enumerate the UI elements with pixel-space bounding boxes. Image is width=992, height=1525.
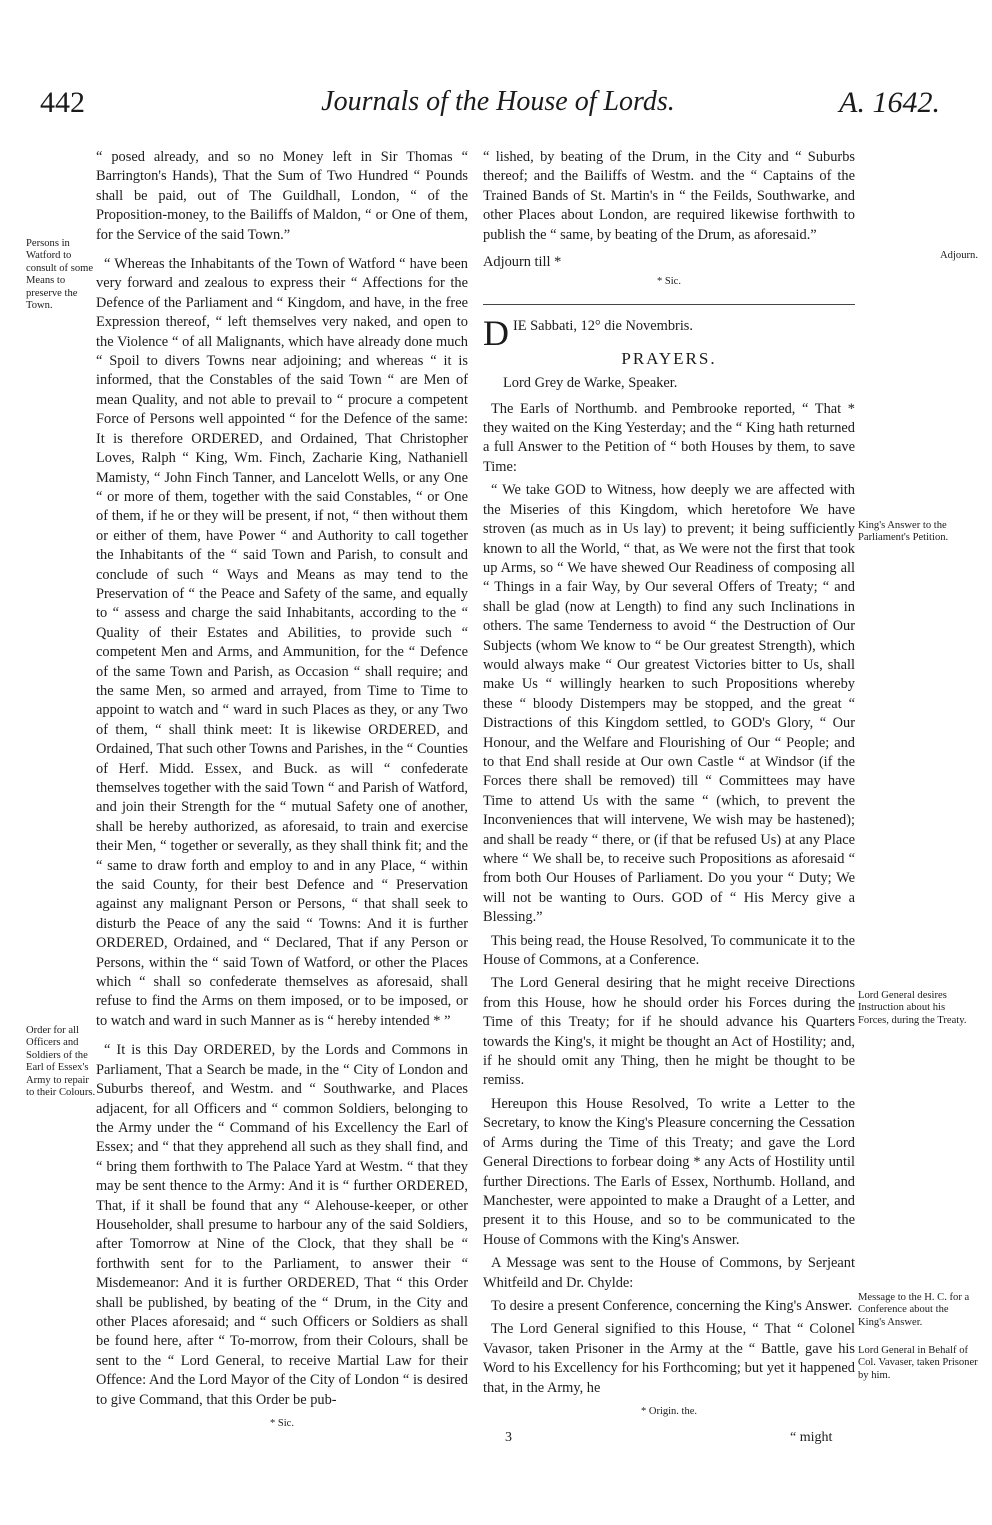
page-number: 442 xyxy=(40,86,85,119)
paragraph-earls-report: The Earls of Northumb. and Pembrooke reported, “ That * they waited on the King Yesterday; and the “ King hath returned a full Answer to the Petition of “ both Houses by them, to save Time: xyxy=(483,400,855,475)
margin-note-message: Message to the H. C. for a Conference about the King's Answer. xyxy=(858,1292,970,1328)
footnote-right: * Origin. the. xyxy=(641,1405,697,1417)
margin-note-vavaser: Lord General in Behalf of Col. Vavaser, taken Prisoner by him. xyxy=(858,1345,978,1381)
margin-note-adjourn: Adjourn. xyxy=(940,250,978,261)
paragraph-conference: To desire a present Conference, concerning the King's Answer. xyxy=(491,1297,853,1314)
margin-note-officers: Order for all Officers and Soldiers of the Earl of Essex's Army to repair to their Colours. xyxy=(26,1025,96,1099)
paragraph-kings-answer: “ We take GOD to Witness, how deeply we are affected with the Miseries of this Kingdom, which heretofore We have stroven (as much as in Us lay) to prevent; it being sufficiently known to all the World, “ that, as We were not the first that took up Arms, so “ We have shewed Our Readiness of composing all “ Things in a fair Way, by Our several Offers of Treaty; “ and shall be glad (now at Length) to find any such Inclinations in others. The same Tenderness to avoid “ the Destruction of Our Subjects (whom We know to “ be Our greatest Strength), which would always make “ Our greatest Victories bitter to Us, shall make Us “ willingly hearken to such Propositions whereby these “ bloody Distempers may be stopped, and the great “ Distractions of this Kingdom settled, to GOD's Glory, “ Our Honour, and the Welfare and Flourishing of Our “ People; and to that End shall reside at Our own Castle “ at Windsor (if the Forces there shall be removed) till “ Committees may have Time to attend Us with the same “ (which, to prevent the Inconveniences that will intervene, We wish may be hastened); and shall be ready “ there, or (if that be refused Us) at any Place where “ We shall be, to receive such Propositions as aforesaid “ from both Our Houses of Parliament. Do you your “ Duty; We will not be wanting to Ours. GOD of “ His Mercy give a Blessing.” xyxy=(483,482,855,926)
speaker-line: Lord Grey de Warke, Speaker. xyxy=(503,375,678,392)
year-heading: A. 1642. xyxy=(839,86,940,119)
adjourn-text: Adjourn till * xyxy=(483,254,562,271)
day-heading xyxy=(483,312,855,353)
running-title: Journals of the House of Lords. xyxy=(321,86,675,117)
right-column xyxy=(483,148,855,1421)
footnote-sic: * Sic. xyxy=(657,276,681,288)
divider xyxy=(483,304,855,305)
paragraph-maldon: “ posed already, and so no Money left in Sir Thomas “ Barrington's Hands), That the Sum of Two Hundred “ Pounds shall be paid, out of The Guildhall, London, “ of the Proposition-money, to the Bailiffs of Maldon, “ or One of them, for the Service of the said Town.” xyxy=(96,149,468,243)
footnote-left: * Sic. xyxy=(270,1418,294,1429)
margin-note-lord-general: Lord General desires Instruction about his Forces, during the Treaty. xyxy=(858,990,967,1026)
paragraph-continuation: “ lished, by beating of the Drum, in the City and “ Suburbs thereof; and the Bailiffs of Westm. and the “ Captains of the Trained Bands of St. Martin's in “ the Feilds, Southwarke, and other Places about London, are required likewise forthwith to publish the “ same, by beating of the Drum, as aforesaid.” xyxy=(483,149,855,243)
paragraph-vavasor: The Lord General signified to this House, “ That “ Colonel Vavasor, taken Prisoner in the Army at the “ Battle, gave his Word to his Excellency for his Forthcoming; but yet it happened that, in the Army, he xyxy=(483,1321,855,1396)
paragraph-letter: Hereupon this House Resolved, To write a Letter to the Secretary, to know the King's Pleasure concerning the Cessation of Arms during the Time of this Treaty; and gave the Lord General Directions to forbear doing * any Acts of Hostility until further Directions. The Earls of Essex, Northumb. Holland, and Manchester, were appointed to make a Draught of a Letter, and present it to this House, and so to be communicated to the House of Commons with the King's Answer. xyxy=(483,1095,855,1248)
day-heading-text: IE Sabbati, 12° die Novembris. xyxy=(513,317,694,334)
paragraph-message: A Message was sent to the House of Commons, by Serjeant Whitfeild and Dr. Chylde: xyxy=(483,1255,855,1291)
paragraph-watford-order: “ Whereas the Inhabitants of the Town of Watford “ have been very forward and zealous to express their “ Affections for the Defence of the Parliament and “ Kingdom, and have, in the free Expression thereof, “ left themselves very naked, and open to the Violence “ of all Malignants, which have already done much “ Spoil to divers Towns near adjoining; and whereas “ it is informed, that the Constables of the said Town “ are Men of mean Quality, and not able to prevail to “ procure a competent Force of Persons well appointed “ for the Defence of the same: It is therefore ORDERED, and Ordained, That Christopher Loves, Ralph “ King, Wm. Finch, Zacharie King, Nathaniell Mamisty, “ John Finch Tanner, and Lancelott Wells, or any One “ or more of them, together with the said Constables, “ or One of them, if he or they will be present, if not, “ then without them or either of them, have Power “ and Authority to call together the Inhabitants of the “ said Town and Parish, to consult and conclude of such “ Ways and Means as may tend to the Preservation of “ the Peace and Safety of the same, and equally to “ assess and charge the said Inhabitants, according to the “ Quality of their Estates and Abilities, to provide such “ competent Men and Arms, and Ammunition, for the “ Defence of the same Town and Parish, as Occasion “ shall require; and the same Men, so armed and arrayed, from Time to Time to appoint to watch and “ ward in such Places as they, or any Two of them, “ shall think meet: It is likewise ORDERED, and Ordained, That such other Towns and Parishes, in the “ Counties of Herf. Midd. Essex, and Buck. as will “ confederate themselves together with the said Town “ and Parish of Watford, and join their Strength for the “ mutual Safety one of another, shall be hereby authorized, as aforesaid, to train and exercise their Men, “ together or severally, as they shall think fit; and the “ same to draw forth and employ to and in any Place, “ within the said County, for their best Defence and “ Preservation against any malignant Person or Persons, “ that shall seek to disturb the Peace of any the said “ Towns: And it is further ORDERED, Ordained, and “ Declared, That if any Person or Persons, within the “ said Town of Watford, or other the Places which “ shall so confederate themselves as aforesaid, shall refuse to find the Arms on them imposed, or to be imposed, or to watch and ward in such Manner as is “ hereby intended * ” xyxy=(96,256,468,1029)
paragraph-lord-general: The Lord General desiring that he might receive Directions from this House, how he should order his Forces during the Time of this Treaty; for if he should advance his Quarters towards the King's, it might be thought an Act of Hostility; and, if he should omit any Thing, then he might be thought to be remiss. xyxy=(483,975,855,1089)
margin-note-kings-answer: King's Answer to the Parliament's Petition. xyxy=(858,520,949,544)
paragraph-search-order: “ It is this Day ORDERED, by the Lords and Commons in Parliament, That a Search be made, in the “ City of London and Suburbs thereof, and Westm. and “ Southwarke, and Places adjacent, for all Officers and “ common Soldiers, belonging to the Army under the “ Command of his Excellency the Earl of Essex; and “ that they apprehend all such as they shall find, and “ bring them forthwith to The Palace Yard at Westm. “ that they may be sent thence to the Army: And it is “ further ORDERED, That, if it shall be found that any “ Alehouse-keeper, or other Householder, shall presume to harbour any of the said Soldiers, after Tomorrow at Nine of the Clock, that they shall be “ forthwith sent for to the Parliament, to answer their “ Misdemeanor: And it is further ORDERED, That “ this Order shall be published, by beating of the “ Drum, in the City and other Places aforesaid; and “ such Officers or Soldiers as shall be found here, after “ To-morrow, from their Colours, shall be sent to the “ Lord General, to receive Martial Law for their Offence: And the Lord Mayor of the City of London “ is desired to give Command, that this Order be pub- xyxy=(96,1042,468,1408)
prayers-heading: PRAYERS. xyxy=(621,348,717,368)
adjourn-line xyxy=(483,253,855,272)
paragraph-resolved-communicate: This being read, the House Resolved, To communicate it to the House of Commons, at a Conference. xyxy=(483,932,855,969)
left-column xyxy=(96,148,468,1433)
catchword: “ might xyxy=(790,1430,833,1445)
drop-cap: D xyxy=(483,312,509,353)
page-header xyxy=(40,86,940,126)
margin-note-watford: Persons in Watford to consult of some Means to preserve the Town. xyxy=(26,238,94,312)
signature-mark: 3 xyxy=(505,1430,512,1445)
